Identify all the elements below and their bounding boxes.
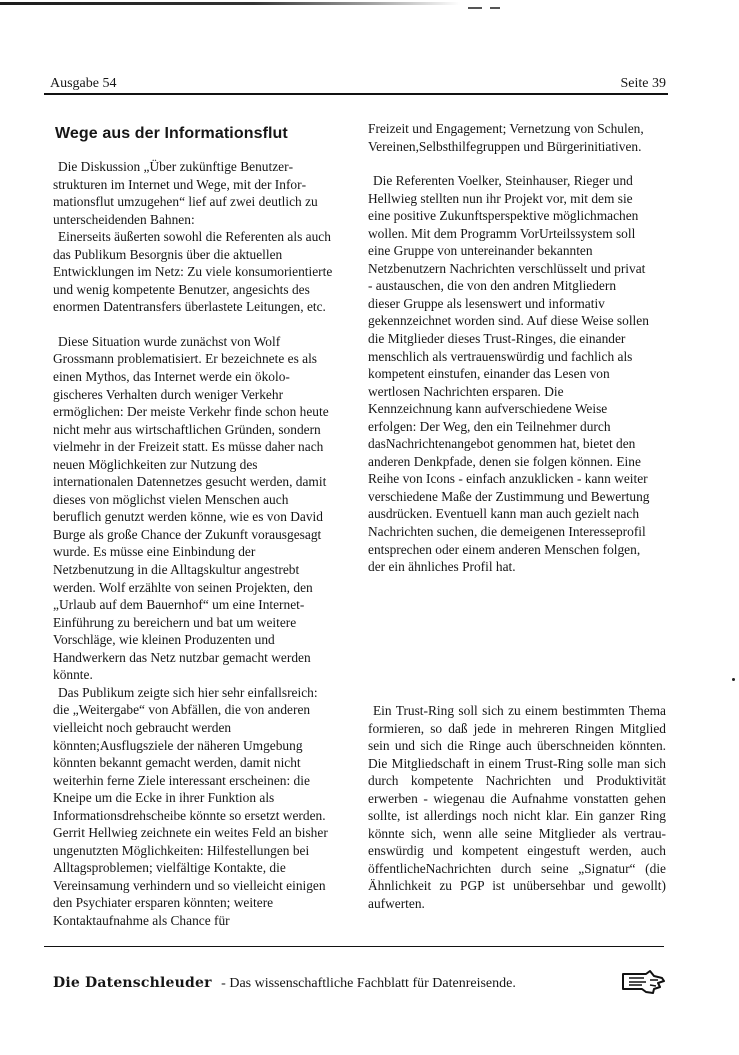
scan-edge-artifact [0,2,460,5]
paragraph: Die Diskussion „Über zukünftige Benutzerstrukturen im Internet und Wege, mit der Informationsflut umzugehen“ lief auf zwei deutlich zu unterscheidenden Bahnen: [53,159,318,227]
paragraph: Ein Trust-Ring soll sich zu einem bestimmten Thema formieren, so daß jede in mehreren Ringen Mitglied sein und sich die Ringe auch überschneiden könnten. Die Mitgliedschaft in einem Trust-Ring solle man sich durch kompetente Nachrichten und Produktivität erwerben - wiegenau die Aufnahme vonstatten gehen sollte, ist allerdings noch nicht klar. Ein ganzer Ring könnte sich, wenn alle seine Mitglieder als vertrauenswürdig und kompetent eingestuft werden, auch öffentlicheNachrichten durch seine „Signatur“ (die Ähnlichkeit zu PGP ist unübersehbar und gewollt) aufwerten. [368,703,666,912]
paragraph: Die Referenten Voelker, Steinhauser, Rieger und Hellwieg stellten nun ihr Projekt vor, mit dem sie eine positive Zukunftsperspektive möglichmachen wollen. Mit dem Programm VorUrteilssystem soll eine Gruppe von untereinander bekannten Netzbenutzern Nachrichten verschlüsselt und privat - austauschen, die von den andren Mitgliedern dieser Gruppe als lesenswert und informativ gekennzeichnet worden sind. Auf diese Weise sollen die Mitglieder dieses Trust-Ringes, die einander menschlich als vertrauenswürdig und fachlich als kompetent einstufen, einander das Lesen von wertlosen Nachrichten ersparen. Die Kennzeichnung kann aufverschiedene Weise erfolgen: Der Weg, den ein Teilnehmer durch dasNachrichtenangebot genommen hat, bietet den anderen Denkpfade, denen sie folgen können. Eine Reihe von Icons - einfach anzuklicken - kann weiter verschiedene Maße der Zustimmung und Bewertung ausdrücken. Eventuell kann man auch gezielt nach Nachrichten suchen, die demeigenen Interesseprofil entsprechen oder einem anderen Menschen folgen, der ein ähnliches Profil hat. [368,173,650,575]
issue-label: Ausgabe 54 [50,76,117,91]
footer-rule [44,946,664,947]
page-number: Seite 39 [620,76,666,91]
paragraph: Diese Situation wurde zunächst von Wolf Grossmann problematisiert. Er bezeichnete es als einen Mythos, das Internet werde ein ökologischeres Verhalten durch weniger Verkehr ermöglichen: Der meiste Verkehr finde schon heute nicht mehr aus wirtschaftlichen Gründen, sondern vielmehr in der Freizeit statt. Es müsse daher nach neuen Möglichkeiten zur Nutzung des internationalen Datennetzes gesucht werden, damit dieses von möglichst vielen Menschen auch beruflich genutzt werden könne, wie es von David Burge als große Chance der Zukunft vorausgesagt wurde. Es müsse eine Einbindung der Netzbenutzung in die Alltagskultur angestrebt werden. Wolf erzählte von seinen Projekten, den „Urlaub auf dem Bauernhof“ um eine Internet-Einführung zu bereichern und bat um weitere Vorschläge, wie kleinen Produzenten und Handwerkern das Netz nutzbar gemacht werden könnte. [53,333,329,683]
magazine-logo: Die Datenschleuder [53,975,212,991]
pointing-hand-icon [620,968,666,996]
right-column [368,120,650,576]
article-title: Wege aus der Informationsflut [55,125,288,142]
page-footer [53,974,516,993]
left-column [53,120,335,930]
paragraph: Einerseits äußerten sowohl die Referenten als auch das Publikum Besorgnis über die aktuellen Entwicklungen im Netz: Zu viele konsumorientierte und wenig kompetente Benutzer, angesichts des enormen Datentransfers überlastete Leitungen, etc. [53,229,333,315]
scan-dash-artifact [468,7,482,9]
right-column-lower [368,702,666,913]
header-rule [44,93,668,95]
paragraph: Freizeit und Engagement; Vernetzung von Schulen, Vereinen,Selbsthilfegruppen und Bürgerinitiativen. [368,121,644,154]
footer-tagline: - Das wissenschaftliche Fachblatt für Datenreisende. [217,976,516,991]
scan-speck [732,678,735,681]
page-header [50,76,666,92]
paragraph: Das Publikum zeigte sich hier sehr einfallsreich: die „Weitergabe“ von Abfällen, die von anderen vielleicht noch gebraucht werden könnten;Ausflugsziele der näheren Umgebung könnten bekannt gemacht werden, damit nicht weiterhin ferne Ziele interessant erscheinen: die Kneipe um die Ecke in ihrer Funktion als Informationsdrehscheibe könnte so ersetzt werden. Gerrit Hellwieg zeichnete ein weites Feld an bisher ungenutzten Möglichkeiten: Hilfestellungen bei Alltagsproblemen; vielfältige Kontakte, die Vereinsamung verhindern und so vielleicht einigen den Psychiater ersparen könnten; weitere Kontaktaufnahme als Chance für [53,684,328,928]
scan-dash-artifact [490,7,500,9]
